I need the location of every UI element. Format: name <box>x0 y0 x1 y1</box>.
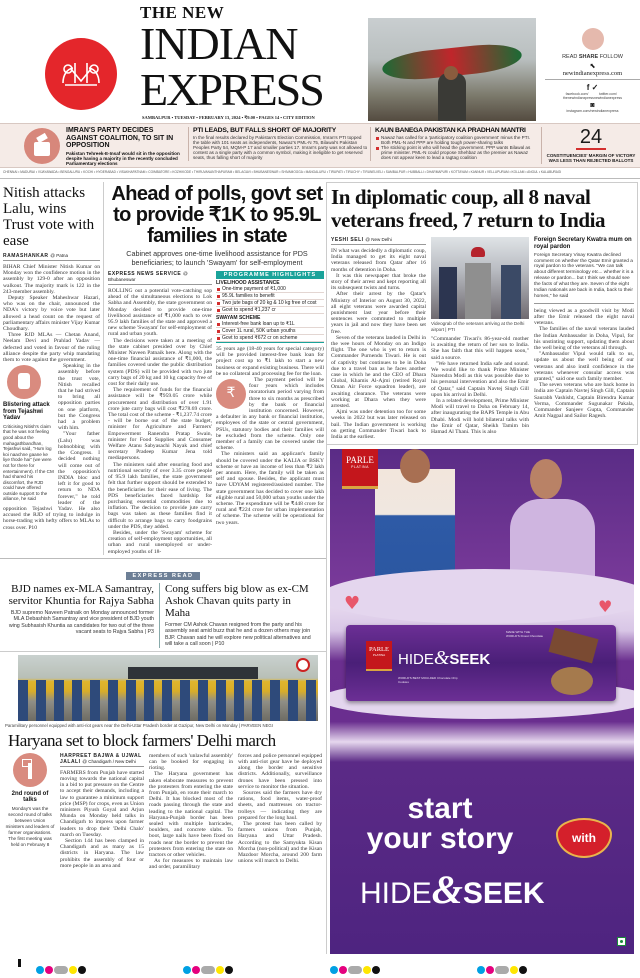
byline: RAMASHANKAR <box>3 253 49 259</box>
registration-dots <box>330 959 381 978</box>
top-row <box>0 182 326 555</box>
story-paragraph: The requirement of funds for the financial assistance will be ₹959.05 crore while procurement and distribution of over 1.91 crore jute carry bags will cost ₹278.69 crore. The total cost of the scheme - ₹1,237.74 crore - will be borne out of the state budget, minister for Agriculture and Farmers' Empowerment Ranendra Pratap Swain, minister for Food Supplies and Consumer Welfare Atanu Sabyasachi Nayak and chief secretary Pradeep Kumar Jena told mediapersons. <box>108 387 212 462</box>
personnel-line <box>18 680 318 721</box>
story-paragraph: Sources said the farmers have dry rations, food items, water-proof sheets, and mattresses on tractor-trolleys — indicating they are prepared for the long haul. <box>238 789 322 821</box>
teaser-headline: IMRAN'S PARTY DECIDES AGAINST COALITION, TO SIT IN OPPOSITION <box>66 127 174 149</box>
brief-headline: BJD names ex-MLA Samantray, servitor Khuntia for Rajya Sabha <box>8 582 154 607</box>
pack-brand-sub: PLATINA <box>372 653 386 658</box>
edition-city-list: CHENNAI • MADURAI • VIJAYAWADA • BENGALURU • KOCHI • HYDERABAD • VISAKHAPATNAM • COIMBATORE • KOZHIKODE • THIRUVANANTHAPURAM • BELAGAVI • BHUBANESWAR • SHIVAMOGGA • MANGALURU • TIRUPATI • TIRUCHY • TIRUNELVELI • SAMBALPUR • HUBBALLI • DHARMAPURI • KOTTAYAM • KANNUR • VELLUPURAM • KOLLAM • ANGUL • KALABURAGI <box>3 170 562 174</box>
naval-story-box <box>327 182 638 445</box>
story-paragraph: Seven of the veterans landed in Delhi in the wee hours of Monday on an Indigo flight. The one who is yet to return is Commander Purnendu Tiwari. He is out of captivity but continues to be in Doha due to a travel ban as he faces another case in which he and the CEO of Dhara Global, Khamis Al-Ajmi (retired Royal Oman Air Force squadron leader), are awaiting clearance. The veterans were working at Dhara when they were arrested. <box>331 334 426 410</box>
story-paragraph: In a related development, Prime Minister Modi will travel to Doha on February 14, after inaugurating the BAPS Temple in Abu Dhabi. Modi will hold bilateral talks with the Emir of Qatar, Sheikh Tamim bin Hamad Al Thani. This is also <box>431 398 530 436</box>
byline-location: @ New Delhi <box>365 237 392 242</box>
cursor-icon: ⬉ <box>589 63 596 70</box>
registration-dots <box>36 959 87 978</box>
tagline-line1: start <box>407 792 473 825</box>
story-paragraph: being viewed as a goodwill visit by Modi after the Emir released the eight naval veterans. <box>534 307 634 327</box>
naval-columns <box>331 237 634 440</box>
pack-sub: WORLD'S BEST MOULDED Chocolate Chip Cookies <box>398 676 458 684</box>
story-paragraph: "Commander Tiwari's 86-year-old mother is awaiting the return of her son to India. She has faith that this will happen soon," said a source. <box>431 336 529 361</box>
story-paragraph: Three RJD MLAs — Chetan Anand, Neelam Devi and Prahlad Yadav — defected and voted in favour of the ruling alliance despite the party whip mandating them to vote against the government. <box>3 332 100 364</box>
registration-bar <box>18 959 21 967</box>
heart-icon: ♥ <box>344 593 361 615</box>
story-paragraph: forces and police personnel equipped with anti-riot gear have be deployed along the border and sensitive districts. Additionally, surveillance drones have been pressed into service to monitor the situation. <box>238 752 322 790</box>
lead-story <box>104 182 326 555</box>
sidebar-text: Foreign Secretary Vinay Kwatra declined comment on whether the Qatar Emir granted a royal pardon to the veterans. "We can talk about different terminology etc... whether it is a release or pardon... but I think we should see the facts of what they are. Seven of the eight Indian nationals are back in India, back to their homes," he said <box>534 252 634 299</box>
lead-col1 <box>108 271 212 555</box>
sidebar-text: Monday's was the second round of talks between Union ministers and leaders of farmer organisations. The first meeting was held on February 8 <box>5 805 55 847</box>
teaser-summary: In the final results declared by Pakistan's Election Commission, Imran's PTI topped the table with 101 seats as independents, Nawaz's PML-N 75, Bilawal's Pakistan Peoples Party 54, MQM-P 17 and smaller parties 17. Imran's party was not allowed to contest as a single party with a common symbol, making it ineligible to get reserved seats, thus falling short of majority <box>193 134 368 161</box>
story-paragraph: The Haryana government has taken elaborate measures to prevent the protesters from entering the state from Punjab, en route their march to Delhi. It has blocked most of the roads passing through the state and leading to the national capital. The Haryana-Punjab border has been sealed with multiple barricades, boulders, and concrete slabs. To boot, large nails have been fixed on roads near the border to prevent the protesters from entering the state on tractors or other vehicles. <box>149 771 233 858</box>
title-small: THE NEW <box>140 3 225 22</box>
naval-col1 <box>331 237 426 440</box>
lion-emblem-icon <box>57 57 105 91</box>
naval-sidebar <box>534 237 634 304</box>
pack-tag: MADE WITH THE WORLD'S Finest Chocolate <box>506 630 544 638</box>
lead-col2 <box>216 271 324 555</box>
sidebar-title: 2nd round of talks <box>11 790 49 804</box>
ad-product-name <box>360 866 545 918</box>
lead-subhead: Cabinet approves one-time livelihood assistance for PDS beneficiaries; to launch 'Swayam' for self-employment <box>126 249 308 267</box>
story-paragraph: The ministers said after ensuring food and nutritional security of over 3.35 crore people of 95.9 lakh families, the state government felt that further support should be extended to the beneficiaries for their ease of living. The PDS beneficiaries faced hardship for purchasing essential commodities due to inflation. The decision to provide jute carry bags was taken as these families find it difficult to arrange bags to carry foodgrains under the PDS, they added. <box>108 461 212 530</box>
nitish-sidebar <box>3 365 55 502</box>
person-figure <box>465 263 491 319</box>
right-region <box>326 182 638 954</box>
highlight-item: Cover 1L rural, 50K urban youths <box>216 328 324 335</box>
haryana-headline[interactable]: Haryana set to block farmers' Delhi march <box>8 730 276 750</box>
masthead-title <box>140 4 323 113</box>
story-paragraph: members of such 'unlawful assembly' can be booked for engaging in rioting. <box>149 752 233 772</box>
stat-rule <box>576 148 606 150</box>
facebook-link[interactable]: facebook.com/ thenewindianxpress <box>563 92 594 100</box>
parle-platina-logo <box>342 449 378 489</box>
bus <box>128 667 258 679</box>
social-panel <box>545 28 640 113</box>
chair-icon <box>7 365 41 399</box>
person-figure <box>438 73 466 121</box>
photo-caption: Videograb of the veterans arriving at the Delhi airport | PTI <box>431 321 525 332</box>
story-paragraph: "Your father (Lalu) was hobnobbing with the Congress. I decided nothing will come out of the opposition's INDIA bloc and left it for good to return to NDA forever," he told leader of the opposition Tejashwi Yadav. He also accused the RJD of trying to indulge in horse-trading with hefty offers to MLAs to cross over. P10 <box>3 431 100 531</box>
naval-headline[interactable]: In diplomatic coup, all 8 naval veterans freed, 7 return to India <box>331 185 606 232</box>
teaser-kaun-banega[interactable] <box>370 127 538 161</box>
story-paragraph: IN what was decidedly a diplomatic coup, India managed to get its eight naval veterans released from Qatar after 16 months of detention in Doha. <box>331 248 426 273</box>
title-line2: EXPRESS <box>140 64 323 115</box>
story-paragraph: Deputy Speaker Maheshwar Hazari, who was on the chair, announced the NDA's victory by voice vote but later allowed a head count on the request of parliamentary affairs minister Vijay Kumar Choudhary. <box>3 295 100 333</box>
teaser-pti-leads[interactable] <box>188 127 368 161</box>
pack-brand: PARLE <box>369 646 389 654</box>
paramilitary-photo <box>18 655 318 721</box>
byline-location: @ Bhubaneswar <box>108 271 188 282</box>
person-figure <box>439 267 457 319</box>
stat-caption: CONSTITUENCIES' MARGIN OF VICTORY WAS LESS THAN REJECTED BALLOTS <box>546 153 636 164</box>
byline-location: @ Patna <box>50 253 68 258</box>
nitish-story <box>0 182 104 555</box>
story-paragraph: "We have returned India safe and sound. We would like to thank Prime Minister Narendra Modi as this was possible due to his personal intervention and also the Emir of Qatar," said Captain Navtej Singh Gill upon his arrival in Delhi. <box>431 360 529 398</box>
ad-brand: PARLE <box>346 455 374 466</box>
with-heart-badge: with <box>556 818 612 858</box>
ad-tagline <box>330 794 550 854</box>
story-paragraph: The families of the naval veterans lauded the Indian Ambassador in Doha, Vipul, for his unstinting support, updating them about the well being of the veterans all through. <box>534 326 634 352</box>
highlight-item: Govt to spend ₹672 cr on scheme <box>216 335 324 342</box>
veg-mark-icon <box>617 937 626 946</box>
haryana-col3 <box>238 753 322 871</box>
woman-head <box>530 459 562 499</box>
product-amp: & <box>433 647 450 670</box>
story-paragraph: Ajmi was under detention too for some weeks in 2022 but was later released on bail. The Indian government is working on getting Commander Tiwari back to India at the earliest. <box>331 409 426 441</box>
stat-number: 24 <box>579 126 603 148</box>
turban-figure <box>471 247 485 257</box>
highlight-item: 95.9L families to benefit <box>216 293 324 300</box>
story-paragraph: After their arrest by the Qatar's Ministry of Interior on August 30, 2022, all eight veterans were awarded capital punishment last year before their sentences were commuted to multiple years in jail and now they have been set free. <box>331 291 426 335</box>
brief-headline: Cong suffers big blow as ex-CM Ashok Chavan quits party in Maha <box>165 582 309 619</box>
byline: HARPREET BAJWA & UJWAL JALALI <box>60 752 142 765</box>
title-line1: INDIAN <box>140 18 298 69</box>
instagram-link[interactable]: instagram.com/newindianexpress <box>566 109 619 113</box>
tagline-line2: your story <box>366 822 514 855</box>
haryana-body <box>0 753 326 871</box>
byline: YESHI SELI <box>331 237 364 243</box>
brief-text: Former CM Ashok Chavan resigned from the party and his assembly seat amid buzz that he and a dozen others may join BJP. Chavan said he will explore new political alternatives and will take a call soon | P10 <box>165 621 311 648</box>
highlights-section: LIVELIHOOD ASSISTANCE <box>216 280 280 286</box>
tag-read: READ <box>562 54 578 60</box>
left-region <box>0 182 326 871</box>
haryana-col1 <box>60 753 144 871</box>
story-paragraph: Speaking in the assembly before the trust vote, Nitish recalled that he had strived to bring all opposition parties on one platform, but the Congress had a problem with him. <box>58 363 100 432</box>
product-left: HIDE <box>360 877 432 910</box>
lead-headline[interactable]: Ahead of polls, govt set to provide ₹1K to 95.9L families in state <box>111 183 323 247</box>
registration-dots <box>183 959 234 978</box>
teaser-stat <box>541 127 640 164</box>
ballot-box-icon <box>24 128 60 164</box>
twitter-icon[interactable]: ✓ <box>591 83 599 92</box>
naval-col3 <box>534 237 634 440</box>
highlight-item: Two jute bags of 20 kg & 10 kg free of cost <box>216 300 324 307</box>
story-paragraph: The seven veterans who are back home in India are Captain Navtej Singh Gill, Captain Saurabh Vashisht, Captain Birendra Kumar Verma, Commander Sugunakar Pakala, Commander Sanjeev Gupta, Commander Amit Nagpal and Sailor Ragesh. <box>534 382 634 420</box>
hide-and-seek-ad[interactable] <box>330 449 634 954</box>
story-paragraph: The payment period will be four years which includes moratorium period varying from three to six months as prescribed by the bank or financial institution concerned. However, a defaulter in any bank or financial institution, employees of the state or central government, PSUs, statutory bodies and their families will be excluded from the scheme. Only one member of a family can be covered under the scheme. <box>216 377 324 452</box>
story-paragraph: As for measures to maintain law and order, paramilitary <box>149 858 233 871</box>
highlight-item: One-time payment of ₹1,000 <box>216 286 324 293</box>
story-paragraph: Section 144 has been clamped in Chandigarh and as many as 15 districts in Haryana. The law prohibits the assembly of four or more people in an area and <box>60 837 144 869</box>
byline: EXPRESS NEWS SERVICE <box>108 271 182 277</box>
byline-location: @ Chandigarh / New Delhi <box>82 758 136 764</box>
person-head <box>444 66 458 80</box>
brief-text: BJD supremo Naveen Patnaik on Monday announced former MLA Debashish Samantray and vice president of BJD youth wing Subhasish Khuntia as candidates for two out of the three vacant seats to Rajya Sabha | P3 <box>8 609 154 636</box>
website-link[interactable]: newindianexpress.com <box>545 70 640 80</box>
express-read-label: EXPRESS READ <box>126 572 199 580</box>
teaser-imran[interactable] <box>66 127 184 166</box>
protester-icon <box>13 753 47 787</box>
story-paragraph: ROLLING out a potential vote-catching sop ahead of the simultaneous elections to Lok Sabha and Assembly, the state government on Monday decided to provide one-time livelihood assistance of ₹1,000 each to over 95.9 lakh families of the state and approved a new scheme 'Swayam' for self-employment of rural and urban youth. <box>108 288 212 338</box>
story-paragraph: "Ambassador Vipul would talk to us, update us about the well being of our veterans and also instil confidence in the veterans whenever consular access was granted," said one such family member. <box>534 351 634 383</box>
no-u-turn-sign-icon <box>296 658 310 672</box>
pack-product-name <box>398 647 490 671</box>
highlights-title: PROGRAMME HIGHLIGHTS <box>216 271 324 279</box>
instagram-icon[interactable]: ◙ <box>590 102 595 109</box>
highlight-item: Govt to spend ₹1,237 cr <box>216 307 324 314</box>
cookie <box>551 667 593 695</box>
haryana-col2 <box>149 753 233 871</box>
sidebar-title: Blistering attack from Tejashwi Yadav <box>3 402 50 422</box>
share-emblem-icon <box>582 28 604 50</box>
chocolate-bar <box>549 628 599 664</box>
story-paragraph: 35 years age (18-40 years for special category) will be provided interest-free bank loan for project cost up to ₹1 lakh to start a new business or expand existing business. There will be no collateral and processing fee for the loan. <box>216 346 324 377</box>
programme-highlights <box>216 271 324 343</box>
story-headline[interactable]: Nitish attacks Lalu, wins Trust vote with ease <box>3 185 95 249</box>
sidebar-title: Foreign Secretary Kwatra mum on royal pardon <box>534 237 632 250</box>
cloud-shape <box>330 569 634 624</box>
pti-supporter-photo <box>368 18 536 121</box>
dateline: SAMBALPUR • TUESDAY • FEBRUARY 13, 2024 • ₹9.00 • PAGES 14 • CITY EDITION <box>142 115 315 120</box>
story-paragraph: BIHAR Chief Minister Nitish Kumar on Monday won the confidence motion in the assembly by 129-0 after an opposition walkout. The majority mark is 122 in the 243-member assembly. <box>3 264 100 295</box>
haryana-sidebar <box>5 753 55 871</box>
person-figure <box>501 265 521 319</box>
express-read-bjd[interactable] <box>5 583 160 648</box>
story-paragraph: The ministers said an applicant's family should be covered under the KALIA or BSKY scheme or have an income of less than ₹2 lakh per annum. Here, the family will be taken as self and spouse. Besides, the applicant must have UDYAM registered/assisted number. The state government has decided to cover one lakh eligible rural and 50,000 urban youths under the scheme. The expenditure will be ₹448 crore for rural and ₹224 crore for urban implementation of scheme. The scheme will be operational for two years. <box>216 451 324 526</box>
tag-share: SHARE <box>578 54 599 60</box>
registration-dots <box>477 959 528 978</box>
lead-columns <box>108 271 326 555</box>
product-left: HIDE <box>398 651 434 669</box>
photo-caption: Paramilitary personnel equipped with anti-riot gears near the Delhi-Uttar Pradesh border at Gazipur, New Delhi on Monday | PARVEEN NEGI <box>5 722 273 728</box>
ad-brand-sub: PLATINA <box>351 465 369 470</box>
masthead-logo-emblem <box>45 38 117 110</box>
teaser-strip <box>0 123 640 168</box>
biscuit-pack <box>346 625 616 701</box>
highlight-item: Interest-free bank loan up to ₹1L <box>216 321 324 328</box>
pack-parle-logo <box>366 641 392 671</box>
highlights-section: SWAYAM SCHEME <box>216 315 261 321</box>
teaser-bullet: The sticking point is who will head the government. PPP wants Bilawal as prime minister. PML-N could propose Shehbaz as the premier as Nawaz does not appear keen to lead a ragtag coalition <box>375 145 538 161</box>
naval-col2 <box>431 237 529 440</box>
story-paragraph: It was this newspaper that broke the story of their arrest and kept reporting all its subsequent twists and turns. <box>331 272 426 292</box>
story-paragraph: Besides, under the 'Swayam' scheme for creation of self-employment opportunities, all urban and rural unemployed or under-employed youths of 18- <box>108 529 212 555</box>
product-right: SEEK <box>462 877 545 910</box>
sidebar-text: Criticising Nitish's claim that he was not feeling good about the mahagathbandhan, Tejashwi said, "Hum log koi naachne gaane ke liye thode hai" (we were not for there for entertainment). If the CM had shared his discomfort, the RJD could have offered outside support to the alliance, he said <box>3 423 54 502</box>
twitter-link[interactable]: twitter.com/ newindianexpress <box>594 92 623 100</box>
express-read <box>0 558 326 652</box>
teaser-bullet: Nawaz has called for a 'participatory coalition government' minus the PTI. Both PML-N and PPP are holding tough power-sharing talks <box>375 135 538 145</box>
story-paragraph: FARMERS from Punjab have started moving towards the national capital in a bid to put pressure on the Centre to accept their demands, including a law to guarantee a minimum support price (MSP) for crops, even as Union ministers Piyush Goyal and Arjun Munda on Monday held talks in Chandigarh to impress upon farmer leaders to drop their 'Delhi Chalo' march on Tuesday. <box>60 769 144 838</box>
product-right: SEEK <box>449 651 491 669</box>
teaser-headline: KAUN BANEGA PAKISTAN KA PRADHAN MANTRI <box>375 127 526 134</box>
teaser-headline: PTI LEADS, BUT FALLS SHORT OF MAJORITY <box>193 127 337 134</box>
story-paragraph: The decisions were taken at a meeting of the state cabinet presided over by Chief Minister Naveen Patnaik here. Along with the one-time financial assistance of ₹1,000, the families covered under the public distribution system (PDS) will be provided with two jute carry bags of 20 kg and 10 kg capacity free of cost for their daily use. <box>108 337 212 388</box>
rupee-bag-icon: ₹ <box>216 379 246 409</box>
product-amp: & <box>431 867 463 912</box>
veterans-airport-photo <box>431 237 529 319</box>
story-paragraph: The protest has been called by farmers unions from Punjab, Haryana and Uttar Pradesh. According to the Samyukta Kisan Morcha (non-political) and the Kisan Mazdoor Morcha, around 200 farm unions will march to Delhi. <box>238 820 322 865</box>
divider <box>0 178 640 179</box>
facebook-icon[interactable]: f <box>586 83 590 92</box>
tag-follow: FOLLOW <box>599 54 623 60</box>
heart-icon: ♥ <box>598 597 613 617</box>
teaser-summary: Pakistan Tehreek-E-Insaf would sit in the opposition despite having a majority in the recently concluded Parliamentary elections <box>66 150 180 166</box>
express-read-chavan[interactable] <box>160 583 318 648</box>
